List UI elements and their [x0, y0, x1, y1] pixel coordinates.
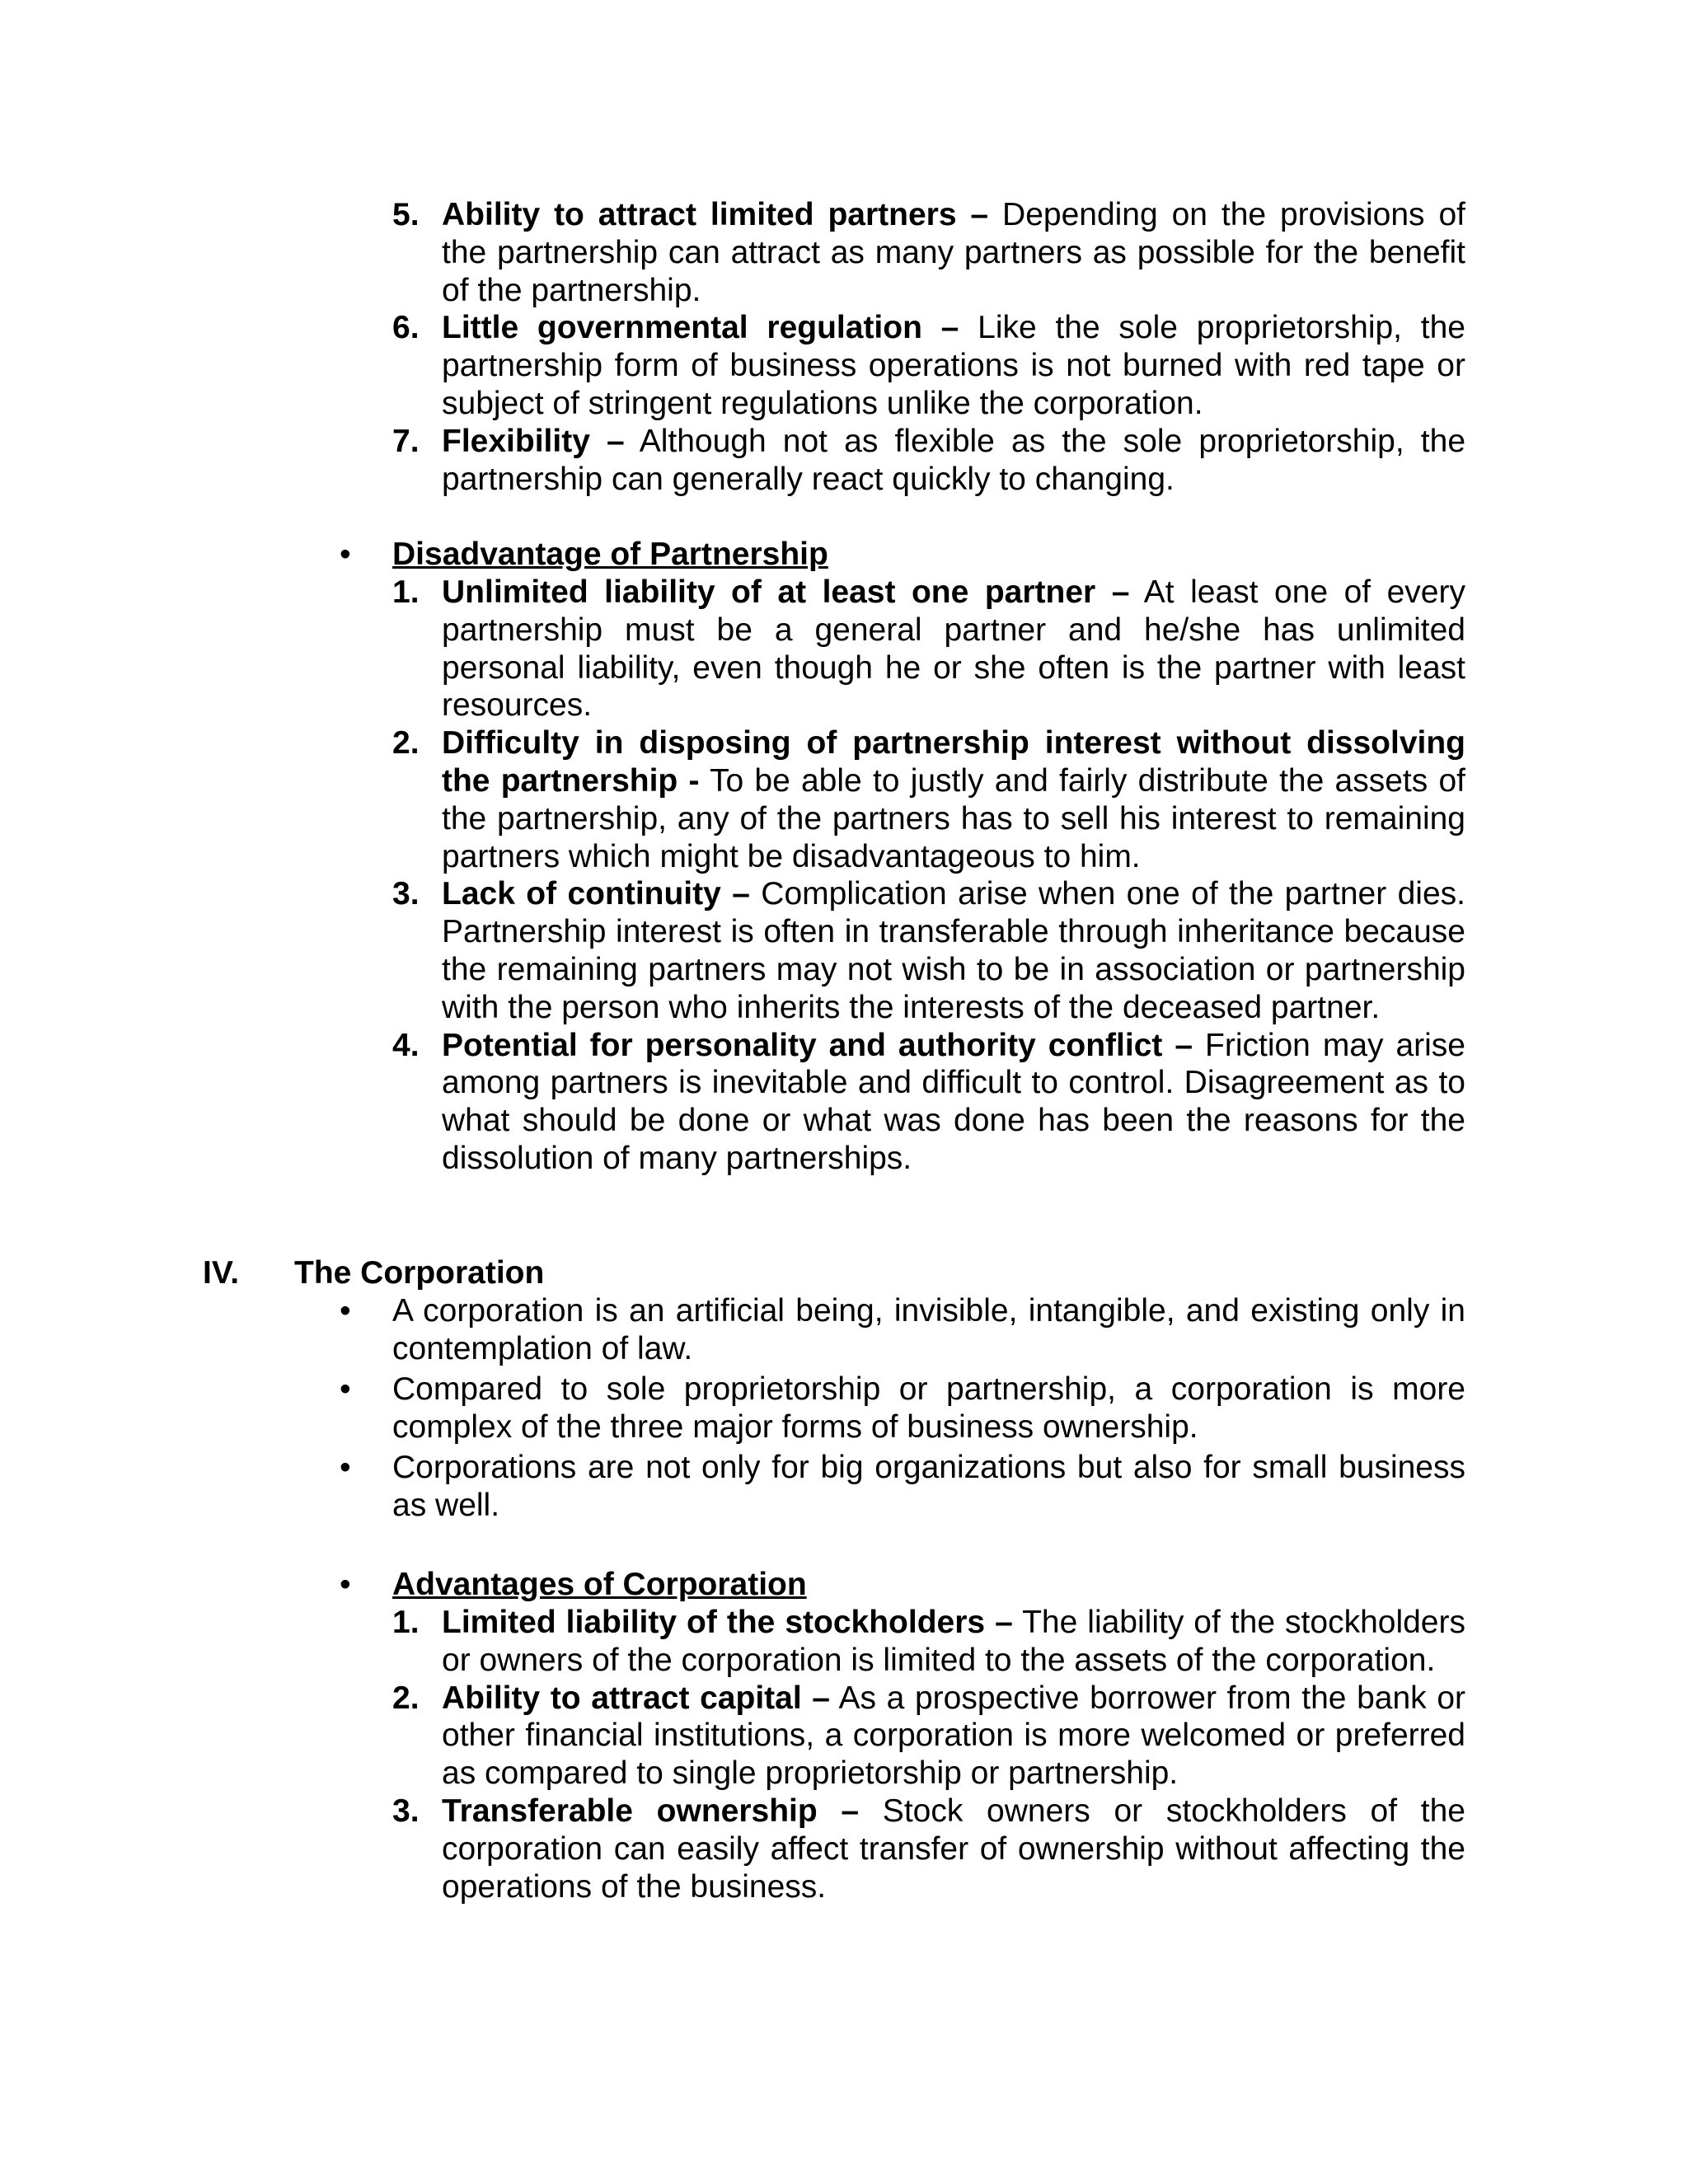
item-number: 3.	[392, 1793, 420, 1829]
item-term: Little governmental regulation –	[442, 310, 959, 346]
partnership-disadvantages-section	[0, 536, 1688, 1178]
item-term: Ability to attract capital –	[442, 1680, 831, 1716]
bullet-item	[0, 1449, 1688, 1525]
item-term: Limited liability of the stockholders –	[442, 1605, 1013, 1640]
item-term: Flexibility –	[442, 423, 625, 459]
section-number: IV.	[203, 1255, 240, 1291]
list-item	[0, 423, 1688, 499]
list-item	[0, 1604, 1688, 1680]
item-term: Ability to attract limited partners –	[442, 197, 989, 232]
item-number: 1.	[392, 1605, 420, 1640]
list-item	[0, 196, 1688, 309]
bullet-icon: •	[340, 1450, 351, 1485]
bullet-icon: •	[340, 1567, 351, 1602]
bullet-text: A corporation is an artificial being, invisible, intangible, and existing only in contemplation of law.	[392, 1293, 1465, 1366]
item-number: 7.	[392, 423, 420, 459]
bullet-text: Corporations are not only for big organizations but also for small business as well.	[392, 1450, 1465, 1523]
item-number: 2.	[392, 1680, 420, 1716]
item-text: Stock owners or stockholders of the corporation can easily affect transfer of ownership without affecting the operations of the business.	[442, 1793, 1465, 1905]
bullet-text: Compared to sole proprietorship or partnership, a corporation is more complex of the three major forms of business ownership.	[392, 1371, 1465, 1445]
list-item	[0, 1027, 1688, 1178]
item-text: Like the sole proprietorship, the partnership form of business operations is not burned with red tape or subject of stringent regulations unlike the corporation.	[442, 310, 1465, 421]
list-item	[0, 1680, 1688, 1793]
item-text: Although not as flexible as the sole proprietorship, the partnership can generally react quickly to changing.	[442, 423, 1466, 497]
item-term: Difficulty in disposing of partnership interest without dissolving the partnership -	[442, 725, 1465, 799]
corporation-section	[0, 1254, 1688, 1525]
partnership-advantages-list	[0, 196, 1688, 498]
list-item	[0, 1793, 1688, 1905]
item-number: 5.	[392, 197, 420, 232]
bullet-icon: •	[340, 537, 351, 572]
bullet-item	[0, 1292, 1688, 1368]
item-text: At least one of every partnership must be a general partner and he/she has unlimited personal liability, even though he or she often is the partner with least resources.	[442, 574, 1465, 724]
item-term: Transferable ownership –	[442, 1793, 860, 1829]
item-term: Lack of continuity –	[442, 876, 750, 912]
list-item	[0, 574, 1688, 724]
subheading: Disadvantage of Partnership	[392, 537, 828, 572]
list-item	[0, 309, 1688, 422]
section-title: The Corporation	[294, 1255, 545, 1291]
bullet-item	[0, 1371, 1688, 1446]
item-text: Depending on the provisions of the partnership can attract as many partners as possible for the benefit of the partnership.	[442, 197, 1465, 308]
bullet-icon: •	[340, 1293, 351, 1329]
list-item	[0, 724, 1688, 875]
list-item	[0, 875, 1688, 1026]
item-text: To be able to justly and fairly distribute the assets of the partnership, any of the partners has to sell his interest to remaining partners which might be disadvantageous to him.	[442, 762, 1465, 874]
item-number: 3.	[392, 876, 420, 912]
item-number: 6.	[392, 310, 420, 346]
item-term: Unlimited liability of at least one partner –	[442, 574, 1130, 610]
subheading: Advantages of Corporation	[392, 1567, 807, 1602]
bullet-icon: •	[340, 1371, 351, 1407]
item-number: 4.	[392, 1027, 420, 1063]
corporation-advantages-section	[0, 1566, 1688, 1905]
item-term: Potential for personality and authority conflict –	[442, 1027, 1193, 1063]
subheading-row	[0, 536, 1688, 574]
item-text: As a prospective borrower from the bank or other financial institutions, a corporation is more welcomed or preferred as compared to single proprietorship or partnership.	[442, 1680, 1465, 1792]
section-heading	[0, 1254, 1688, 1292]
item-text: Complication arise when one of the partner dies. Partnership interest is often in transferable through inheritance because the remaining partners may not wish to be in association or partnership with the person who inherits the interests of the deceased partner.	[442, 876, 1465, 1025]
item-number: 1.	[392, 574, 420, 610]
subheading-row	[0, 1566, 1688, 1604]
item-number: 2.	[392, 725, 420, 762]
item-text: The liability of the stockholders or owners of the corporation is limited to the assets of the corporation.	[442, 1605, 1465, 1678]
item-text: Friction may arise among partners is inevitable and difficult to control. Disagreement as to what should be done or what was done has been the reasons for the dissolution of many partnerships.	[442, 1027, 1465, 1176]
